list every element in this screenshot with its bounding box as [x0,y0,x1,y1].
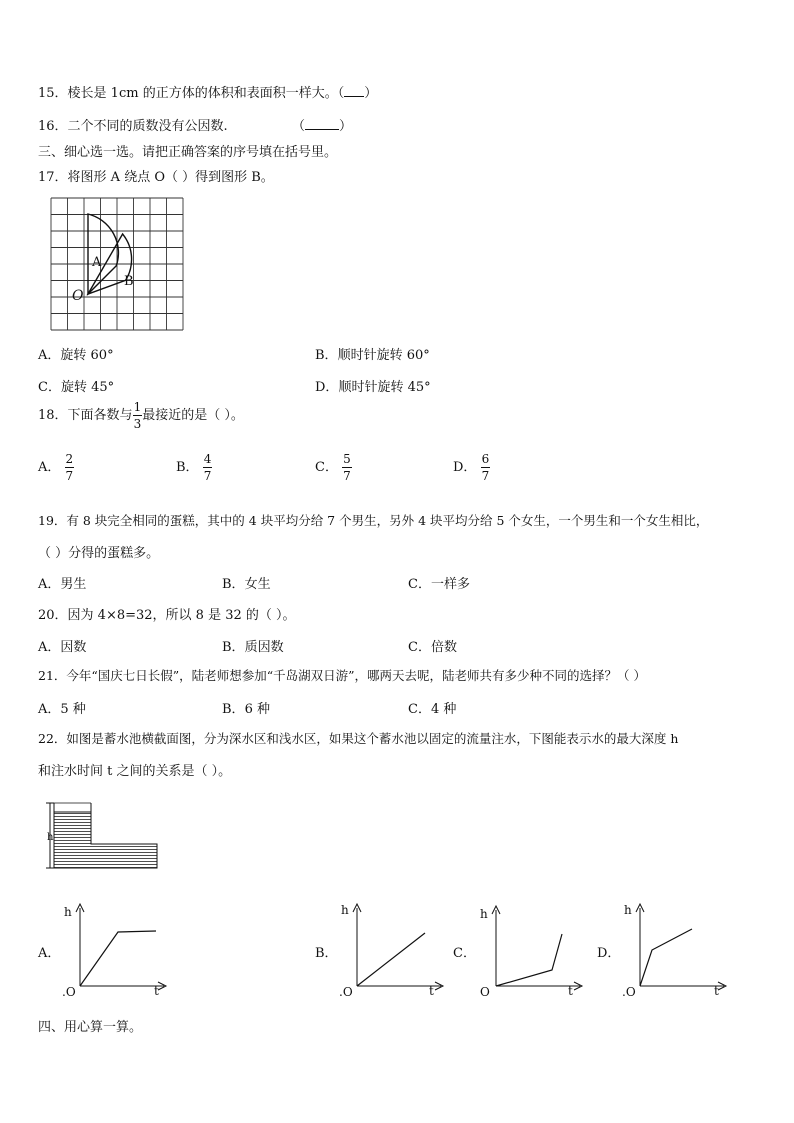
question-number: 15． [38,86,68,101]
question-20: 20．因为 4×8=32，所以 8 是 32 的（ ）。 [38,608,296,623]
option-20-a[interactable]: A．因数 [38,640,87,655]
question-17 [38,166,274,185]
question-text: 二个不同的质数没有公因数. [67,119,228,134]
question-text: 棱长是 1cm 的正方体的体积和表面积一样大。（ [67,86,345,101]
answer-blank[interactable] [344,96,364,97]
option-18-b[interactable]: B． $\frac{4}{7}$ [176,452,212,483]
option-18-a[interactable]: A． $\frac{2}{7}$ [38,452,74,483]
question-19-line1: 19．有 8 块完全相同的蛋糕，其中的 4 块平均分给 7 个男生，另外 4 块平均分给 5 个女生，一个男生和一个女生相比， [38,513,709,528]
question-text: 将图形 A 绕点 O（ ）得到图形 B。 [67,170,274,185]
svg-text:t: t [154,984,159,998]
option-19-b[interactable]: B．女生 [222,577,271,592]
option-17-b[interactable]: B．顺时针旋转 60° [315,348,430,363]
option-18-c[interactable]: C． $\frac{5}{7}$ [315,452,351,483]
shape-a [88,214,118,294]
svg-text:t: t [429,984,434,998]
question-number: 17． [38,170,68,185]
question-19-line2: （ ）分得的蛋糕多。 [38,546,160,561]
option-22-d-graph[interactable] [620,898,730,998]
question-number: 16． [38,119,68,134]
svg-text:.O: .O [62,985,76,998]
option-22-a-graph[interactable] [60,898,170,998]
question-16-answer: （ ） [292,119,353,134]
question-16 [38,115,228,134]
option-17-c[interactable]: C．旋转 45° [38,380,115,395]
question-number: 19． [38,513,67,528]
option-22-c-graph[interactable] [476,898,586,998]
option-19-c[interactable]: C．一样多 [408,577,470,592]
pool-label-h: h [47,832,54,843]
option-20-c[interactable]: C．倍数 [408,640,457,655]
label-a: A [92,255,102,270]
option-22-a-label[interactable]: A． [38,946,61,961]
rotation-grid-figure [45,196,185,332]
option-21-c[interactable]: C．4 种 [408,702,457,717]
section-title-3: 三、细心选一选。请把正确答案的序号填在括号里。 [38,145,338,160]
question-22-line1: 22．如图是蓄水池横截面图，分为深水区和浅水区，如果这个蓄水池以固定的流量注水，下图能表示水的最大深度 h [38,731,679,746]
option-19-a[interactable]: A．男生 [38,577,87,592]
svg-text:t: t [568,984,573,998]
svg-text:h: h [624,903,632,917]
svg-text:h: h [64,905,72,919]
question-22-line2: 和注水时间 t 之间的关系是（ ）。 [38,764,232,779]
question-15: 15．棱长是 1cm 的正方体的体积和表面积一样大。（ ） [38,86,378,101]
question-number: 18． [38,408,68,423]
option-18-d[interactable]: D． $\frac{6}{7}$ [453,452,490,483]
label-o: O [72,288,84,304]
svg-text:h: h [480,907,488,921]
question-21: 21．今年“国庆七日长假”，陆老师想参加“千岛湖双日游”，哪两天去呢，陆老师共有多少种不同的选择？（ ） [38,668,646,683]
question-number: 22． [38,731,67,746]
svg-text:.O: .O [339,985,353,998]
svg-text:.O: .O [622,985,636,998]
fraction-one-third: $\frac{1}{3}$ [133,400,142,431]
answer-blank[interactable] [305,129,339,130]
option-21-a[interactable]: A．5 种 [38,702,86,717]
option-22-b-label[interactable]: B． [315,946,338,961]
label-b: B [124,274,134,289]
question-number: 20． [38,608,68,623]
option-22-c-label[interactable]: C． [453,946,476,961]
option-22-b-graph[interactable] [337,898,447,998]
svg-text:h: h [341,903,349,917]
option-17-d[interactable]: D．顺时针旋转 45° [315,380,431,395]
option-22-d-label[interactable]: D． [597,946,621,961]
svg-text:t: t [714,984,719,998]
question-18: 18．下面各数与 $\frac{1}{3}$ 最接近的是（ ）。 [38,400,244,431]
option-21-b[interactable]: B．6 种 [222,702,270,717]
question-number: 21． [38,668,67,683]
option-20-b[interactable]: B．质因数 [222,640,284,655]
section-title-4: 四、用心算一算。 [38,1020,143,1035]
option-17-a[interactable]: A．旋转 60° [38,348,114,363]
pool-cross-section [42,800,162,872]
svg-text:O: O [480,985,490,998]
